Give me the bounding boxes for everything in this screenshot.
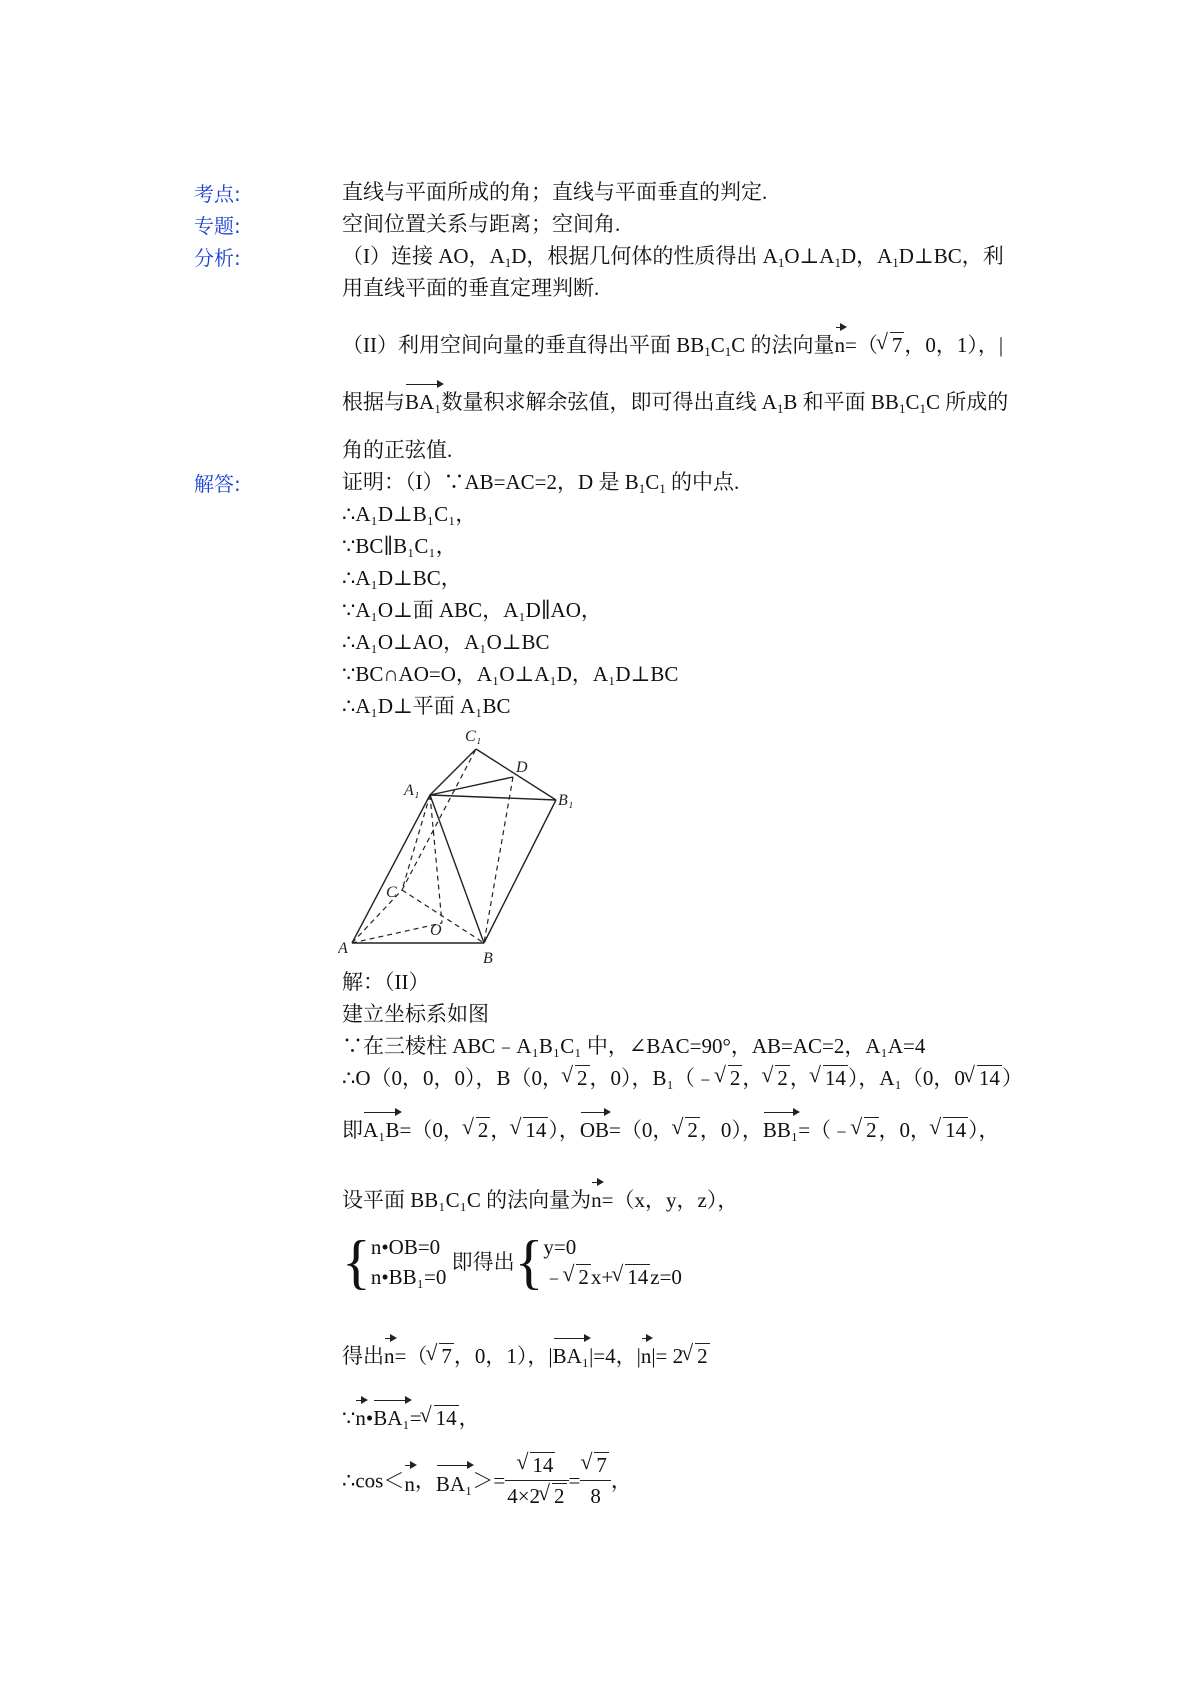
edge-B-B1 — [484, 800, 556, 943]
edge-C-B — [402, 890, 484, 943]
proof-line-4: ∴A₁D⊥BC， — [342, 566, 462, 590]
edge-A1-O — [430, 795, 442, 923]
label-kaodian: 考点: — [194, 182, 241, 206]
edge-A1-C — [402, 795, 430, 890]
label-fenxi: 分析: — [194, 246, 241, 270]
fenxi-line-1: （I）连接 AO，$A_1D$，根据几何体的性质得出 $A_1O\perp A_1D$，$A_1D\perp BC$，利 — [342, 244, 1004, 270]
proof-line-3: ∵BC∥B₁C₁， — [342, 534, 457, 558]
edge-A1-D — [430, 777, 513, 795]
proof-line-1: 证明：（I）∵AB=AC=2，D 是 $B_1C_1$ 的中点. — [342, 470, 740, 496]
label-C1: C₁ — [465, 728, 482, 745]
fenxi-line-3: （II）利用空间向量的垂直得出平面 $BB_1C_1C$ 的法向量n=（√ 7，0，1），| — [342, 325, 1003, 359]
proof-line-6: ∴A₁O⊥AO，A₁O⊥BC — [342, 630, 550, 654]
label-A1: A₁ — [404, 782, 420, 799]
edge-A-O — [352, 923, 442, 943]
label-zhuanti: 专题: — [194, 214, 241, 238]
edge-A-A1 — [352, 795, 430, 943]
vector-BA1: BA₁ — [405, 382, 442, 416]
part2-line-9: ∵n•BA₁=√ 14， — [342, 1398, 480, 1432]
equation-system: {n•OB=0 n•BB₁=0 即得出{y=0 ﹣√ 2x+√ 14z=0 — [342, 1232, 682, 1292]
vector-n: n — [835, 325, 846, 359]
proof-line-5: ∵A₁O⊥面 ABC，A₁D∥AO， — [342, 598, 602, 622]
sqrt-7: √ 7 — [878, 331, 905, 359]
label-C: C — [386, 884, 397, 901]
proof-line-7: ∵BC∩AO=O，A₁O⊥A₁D，A₁D⊥BC — [342, 662, 679, 686]
part2-line-1: 解：（II） — [342, 970, 430, 994]
edge-A1-C1 — [430, 749, 476, 795]
label-A: A — [338, 940, 348, 957]
proof-line-2: ∴A₁D⊥B₁C₁， — [342, 502, 477, 526]
label-B: B — [483, 950, 493, 967]
part2-line-5: 即A₁B=（0，√ 2，√ 14），OB=（0，√ 2，0），BB₁=（﹣√ 2，0，√ 14）， — [342, 1110, 1000, 1144]
part2-line-4: ∴O（0，0，0），B（0，√ 2，0），B₁（﹣√ 2，√ 2，√ 14），A₁（0，0√ 14） — [342, 1064, 1023, 1092]
part2-line-10: ∴cos＜n，BA₁＞= √ $\frac{14}{4\times 2√ 2}$ = √ $\frac{7}{8}$ ， — [342, 1450, 632, 1511]
part2-line-3: ∵在三棱柱 ABC﹣A₁B₁C₁ 中，∠BAC=90°，AB=AC=2，A₁A=4 — [342, 1034, 926, 1058]
part2-line-6: 设平面 BB₁C₁C 的法向量为n=（x，y，z）， — [342, 1180, 738, 1214]
edge-A1-B1 — [430, 795, 556, 800]
fenxi-line-4: 根据与BA₁数量积求解余弦值，即可得出直线 $A_1B$ 和平面 $BB_1C_1C$ 所成的 — [342, 382, 1008, 416]
kaodian-text: 直线与平面所成的角；直线与平面垂直的判定. — [342, 180, 768, 204]
edge-D-B — [484, 777, 513, 943]
edge-A1-B — [430, 795, 484, 943]
fenxi-line-2: 用直线平面的垂直定理判断. — [342, 276, 600, 300]
zhuanti-text: 空间位置关系与距离；空间角. — [342, 212, 621, 236]
label-D: D — [516, 759, 528, 776]
label-O: O — [430, 922, 442, 939]
part2-line-8: 得出n=（√ 7，0，1），|BA₁|=4，|n|= 2√ 2 — [342, 1336, 710, 1370]
proof-line-8: ∴A₁D⊥平面 A₁BC — [342, 694, 511, 718]
part2-line-2: 建立坐标系如图 — [342, 1002, 489, 1026]
prism-figure — [338, 725, 588, 970]
fenxi-line-5: 角的正弦值. — [342, 438, 453, 462]
label-B1: B₁ — [558, 792, 574, 809]
label-jieda: 解答: — [194, 472, 241, 496]
